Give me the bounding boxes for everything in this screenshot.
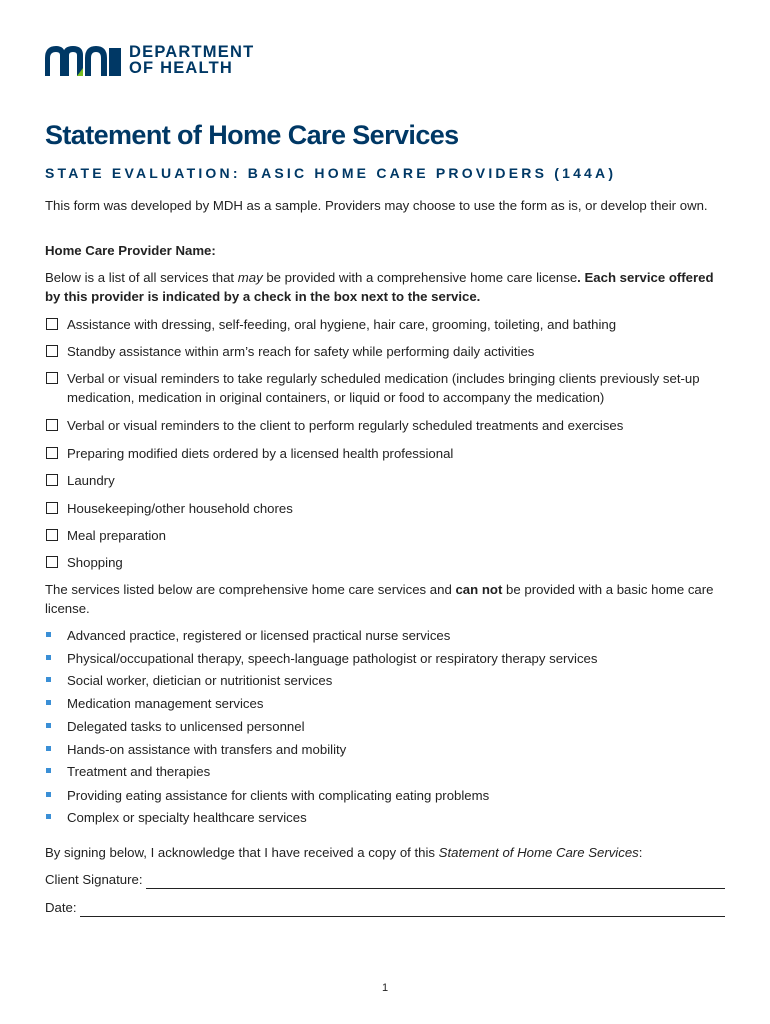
- service-checkbox-9[interactable]: Shopping: [45, 553, 725, 572]
- checkbox-icon[interactable]: [46, 372, 58, 384]
- page-subtitle: STATE EVALUATION: BASIC HOME CARE PROVIDERS (144A): [45, 165, 617, 181]
- bullet-icon: [46, 700, 51, 705]
- comprehensive-service-3: Social worker, dietician or nutritionist services: [45, 671, 725, 690]
- logo-line-2: OF HEALTH: [129, 59, 233, 77]
- checkbox-icon[interactable]: [46, 502, 58, 514]
- comprehensive-service-5: Delegated tasks to unlicensed personnel: [45, 717, 725, 736]
- comprehensive-intro-text: The services listed below are comprehensive home care services and can not be provided with a basic home care license.: [45, 582, 714, 616]
- logo-line-1: DEPARTMENT: [129, 43, 255, 61]
- client-signature-field[interactable]: [146, 874, 726, 889]
- checkbox-icon[interactable]: [46, 419, 58, 431]
- comprehensive-service-8: Providing eating assistance for clients with complicating eating problems: [45, 786, 725, 805]
- comprehensive-service-9: Complex or specialty healthcare services: [45, 808, 725, 827]
- provider-name-label: Home Care Provider Name:: [45, 243, 216, 258]
- date-label: Date:: [45, 900, 77, 915]
- checkbox-icon[interactable]: [46, 474, 58, 486]
- page-number: 1: [381, 982, 389, 994]
- bullet-icon: [46, 814, 51, 819]
- service-checkbox-2[interactable]: Standby assistance within arm’s reach for safety while performing daily activities: [45, 342, 725, 361]
- checkbox-icon[interactable]: [46, 556, 58, 568]
- list-intro-text: Below is a list of all services that may be provided with a comprehensive home care license. Each service offered by this provider is indicated by a check in the box next to the service.: [45, 270, 714, 304]
- bullet-icon: [46, 723, 51, 728]
- bullet-icon: [46, 792, 51, 797]
- bullet-icon: [46, 632, 51, 637]
- page-title: Statement of Home Care Services: [45, 120, 459, 150]
- checkbox-icon[interactable]: [46, 318, 58, 330]
- service-checkbox-1[interactable]: Assistance with dressing, self-feeding, oral hygiene, hair care, grooming, toileting, and bathing: [45, 315, 725, 334]
- mn-logo-icon: [45, 44, 121, 76]
- bullet-icon: [46, 655, 51, 660]
- logo-text: [129, 44, 254, 76]
- intro-text: This form was developed by MDH as a sample. Providers may choose to use the form as is, or develop their own.: [45, 198, 708, 213]
- client-signature-label: Client Signature:: [45, 872, 143, 887]
- service-checkbox-8[interactable]: Meal preparation: [45, 526, 725, 545]
- date-row: [45, 898, 725, 917]
- comprehensive-service-6: Hands-on assistance with transfers and mobility: [45, 740, 725, 759]
- comprehensive-service-1: Advanced practice, registered or licensed practical nurse services: [45, 626, 725, 645]
- acknowledge-text: By signing below, I acknowledge that I have received a copy of this Statement of Home Care Services:: [45, 845, 643, 860]
- service-checkbox-3[interactable]: Verbal or visual reminders to take regularly scheduled medication (includes bringing clients previously set-up medication, medication in original containers, or liquid or food to accompany the medication): [45, 369, 725, 407]
- service-checkbox-7[interactable]: Housekeeping/other household chores: [45, 499, 725, 518]
- comprehensive-service-4: Medication management services: [45, 694, 725, 713]
- comprehensive-service-2: Physical/occupational therapy, speech-language pathologist or respiratory therapy services: [45, 649, 725, 668]
- comprehensive-service-7: Treatment and therapies: [45, 762, 725, 781]
- checkbox-icon[interactable]: [46, 345, 58, 357]
- service-checkbox-4[interactable]: Verbal or visual reminders to the client to perform regularly scheduled treatments and exercises: [45, 416, 725, 435]
- bullet-icon: [46, 677, 51, 682]
- bullet-icon: [46, 768, 51, 773]
- bullet-icon: [46, 746, 51, 751]
- date-field[interactable]: [80, 902, 725, 917]
- service-checkbox-6[interactable]: Laundry: [45, 471, 725, 490]
- checkbox-icon[interactable]: [46, 447, 58, 459]
- service-checkbox-5[interactable]: Preparing modified diets ordered by a licensed health professional: [45, 444, 725, 463]
- mdh-logo: [45, 44, 254, 76]
- client-signature-row: [45, 870, 725, 889]
- checkbox-icon[interactable]: [46, 529, 58, 541]
